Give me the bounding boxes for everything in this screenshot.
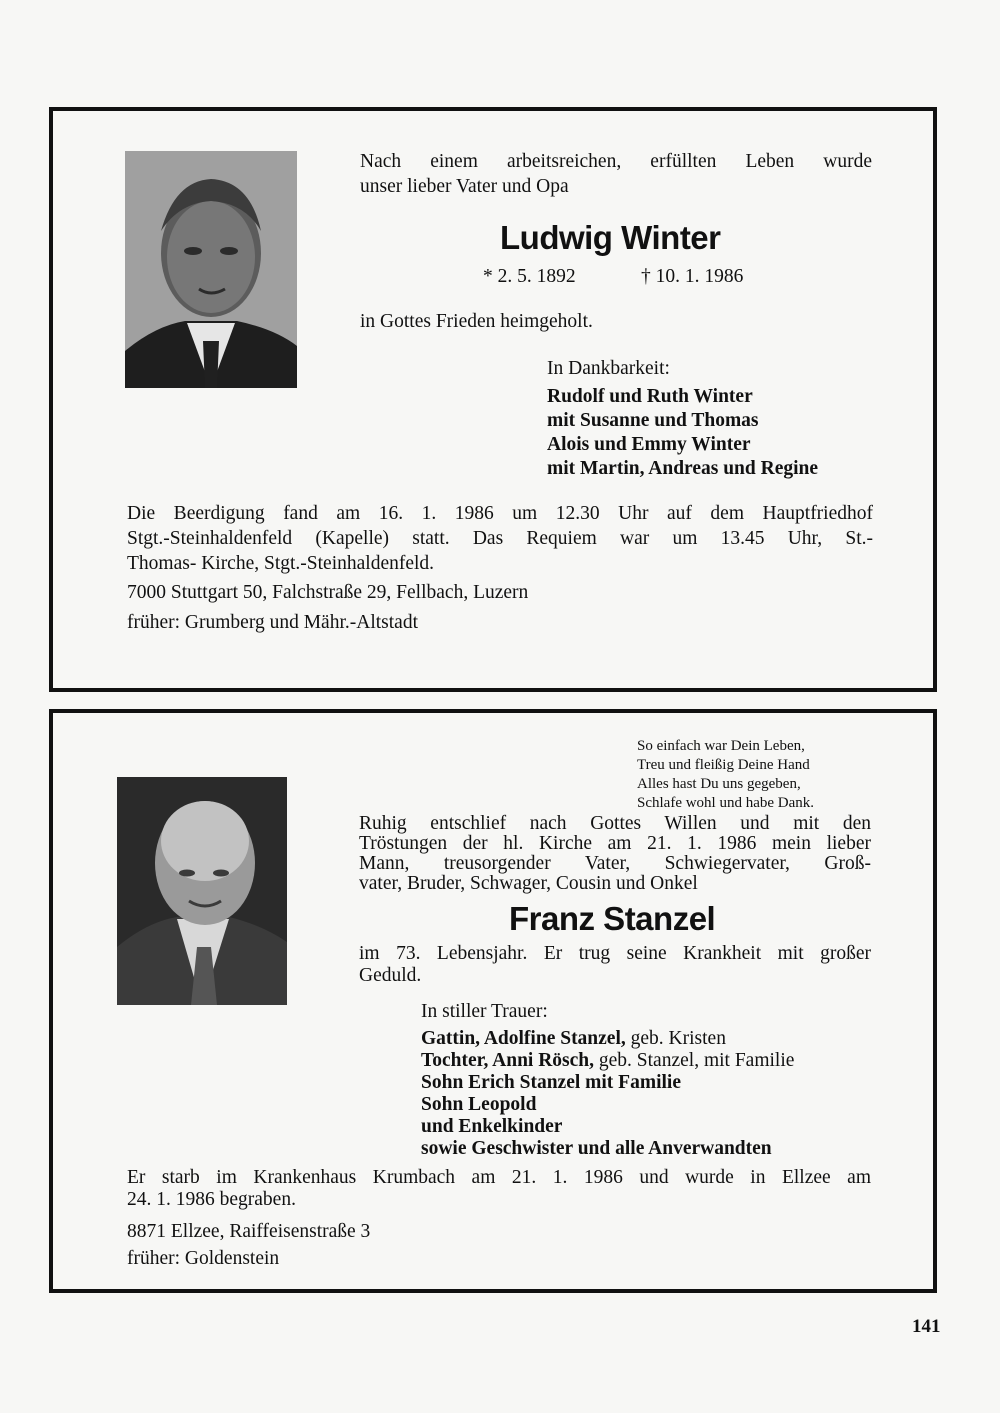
- former-residence-line: früher: Goldenstein: [127, 1248, 280, 1269]
- mourner-name: Gattin, Adolfine Stanzel,: [421, 1028, 626, 1049]
- poem-line: So einfach war Dein Leben,: [637, 738, 805, 754]
- death-date: † 10. 1. 1986: [641, 266, 744, 287]
- mourner-line: Alois und Emmy Winter: [547, 434, 751, 455]
- birth-date: * 2. 5. 1892: [483, 266, 576, 287]
- death-line-1: Er starb im Krankenhaus Krumbach am 21. 1. 1986 und wurde in Ellzee am: [127, 1167, 871, 1188]
- poem-line: Alles hast Du uns gegeben,: [637, 776, 801, 792]
- mourning-heading: In stiller Trauer:: [421, 1001, 548, 1022]
- mourner-line: [421, 1116, 562, 1138]
- address-line: 7000 Stuttgart 50, Falchstraße 29, Fellbach, Luzern: [127, 582, 529, 603]
- mourner-line: mit Martin, Andreas und Regine: [547, 458, 819, 479]
- death-line-2: 24. 1. 1986 begraben.: [127, 1189, 296, 1210]
- page-number: 141: [912, 1316, 941, 1337]
- address-line: 8871 Ellzee, Raiffeisenstraße 3: [127, 1221, 371, 1242]
- obituary-ludwig-winter: [49, 107, 937, 692]
- mourner-line: Rudolf und Ruth Winter: [547, 386, 753, 407]
- mourner-name: Tochter, Anni Rösch,: [421, 1050, 595, 1071]
- intro-line-2: unser lieber Vater und Opa: [360, 176, 569, 197]
- mourner-detail: geb. Stanzel, mit Familie: [594, 1050, 795, 1071]
- intro-line: Tröstungen der hl. Kirche am 21. 1. 1986 mein lieber: [359, 833, 871, 854]
- age-line-2: Geduld.: [359, 965, 422, 986]
- former-residence-line: früher: Grumberg und Mähr.-Altstadt: [127, 612, 418, 633]
- funeral-line-3: Thomas- Kirche, Stgt.-Steinhaldenfeld.: [127, 553, 435, 574]
- heimgeholt-line: in Gottes Frieden heimgeholt.: [360, 311, 593, 332]
- mourner-line: [421, 1072, 681, 1094]
- mourner-line: [421, 1028, 726, 1050]
- poem-line: Schlafe wohl und habe Dank.: [637, 795, 815, 811]
- deceased-name: Ludwig Winter: [500, 219, 721, 256]
- age-line-1: im 73. Lebensjahr. Er trug seine Krankheit mit großer: [359, 943, 871, 964]
- mourner-line: [421, 1050, 794, 1072]
- mourner-line: mit Susanne und Thomas: [547, 410, 759, 431]
- mourner-name: sowie Geschwister und alle Anverwandten: [421, 1138, 772, 1159]
- funeral-line-1: Die Beerdigung fand am 16. 1. 1986 um 12.30 Uhr auf dem Hauptfriedhof: [127, 503, 873, 524]
- mourner-line: [421, 1138, 772, 1160]
- mourner-name: Sohn Erich Stanzel mit Familie: [421, 1072, 681, 1093]
- mourner-name: und Enkelkinder: [421, 1116, 563, 1137]
- intro-line: Mann, treusorgender Vater, Schwiegervater, Groß-: [359, 853, 871, 874]
- mourner-name: Sohn Leopold: [421, 1094, 537, 1115]
- portrait-photo-ludwig-winter: [125, 151, 297, 388]
- obituary-franz-stanzel: [49, 709, 937, 1293]
- portrait-photo-franz-stanzel: [117, 777, 287, 1005]
- poem-line: Treu und fleißig Deine Hand: [637, 757, 810, 773]
- mourner-detail: geb. Kristen: [625, 1028, 726, 1049]
- intro-line: Ruhig entschlief nach Gottes Willen und mit den: [359, 813, 871, 834]
- funeral-line-2: Stgt.-Steinhaldenfeld (Kapelle) statt. Das Requiem war um 13.45 Uhr, St.-: [127, 528, 873, 549]
- mourner-line: [421, 1094, 536, 1116]
- deceased-name: Franz Stanzel: [509, 900, 716, 937]
- thanks-heading: In Dankbarkeit:: [547, 358, 670, 379]
- intro-line-1: Nach einem arbeitsreichen, erfüllten Leben wurde: [360, 151, 872, 172]
- intro-line: vater, Bruder, Schwager, Cousin und Onkel: [359, 873, 698, 894]
